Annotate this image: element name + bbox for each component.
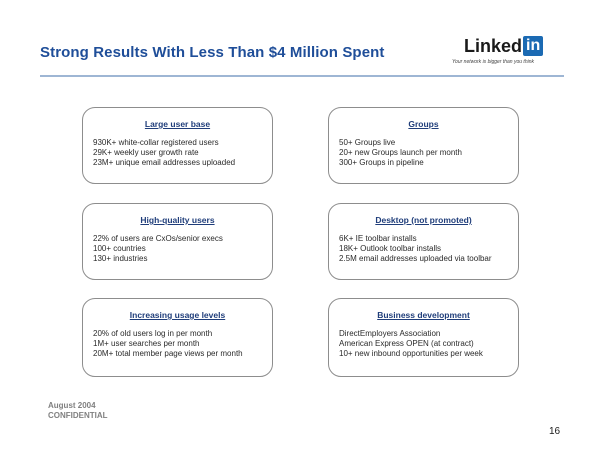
card-heading: Desktop (not promoted) <box>375 215 472 225</box>
page-number: 16 <box>549 426 561 437</box>
title-divider <box>40 75 564 77</box>
card-line: 20% of old users log in per month <box>93 329 213 338</box>
card-line: American Express OPEN (at contract) <box>339 339 474 348</box>
card-increasing-usage <box>82 298 273 377</box>
card-desktop <box>328 203 519 280</box>
card-large-user-base <box>82 107 273 184</box>
card-heading: Large user base <box>144 119 211 129</box>
logo-wordmark: Linked <box>464 36 523 56</box>
card-line: 22% of users are CxOs/senior execs <box>93 234 223 243</box>
logo-in-badge: in <box>523 36 543 56</box>
card-heading: Increasing usage levels <box>129 310 226 320</box>
card-line: 100+ countries <box>93 244 146 253</box>
linkedin-logo <box>452 35 564 69</box>
card-business-development <box>328 298 519 377</box>
footer <box>48 401 108 421</box>
slide-title: Strong Results With Less Than $4 Million Spent <box>40 44 385 61</box>
card-line: 1M+ user searches per month <box>93 339 200 348</box>
card-line: 930K+ white-collar registered users <box>93 138 219 147</box>
card-line: 23M+ unique email addresses uploaded <box>93 158 236 167</box>
card-line: DirectEmployers Association <box>339 329 441 338</box>
card-line: 20M+ total member page views per month <box>93 349 243 358</box>
card-high-quality-users <box>82 203 273 280</box>
card-line: 50+ Groups live <box>339 138 396 147</box>
card-heading: Groups <box>408 119 439 129</box>
logo-tagline: Your network is bigger than you think <box>452 59 534 65</box>
card-line: 10+ new inbound opportunities per week <box>339 349 483 358</box>
card-line: 20+ new Groups launch per month <box>339 148 462 157</box>
footer-date: August 2004 <box>48 401 96 410</box>
card-heading: High-quality users <box>140 215 215 225</box>
card-line: 2.5M email addresses uploaded via toolbar <box>339 254 492 263</box>
card-line: 300+ Groups in pipeline <box>339 158 424 167</box>
card-line: 18K+ Outlook toolbar installs <box>339 244 442 253</box>
card-line: 130+ industries <box>93 254 148 263</box>
card-heading: Business development <box>377 310 470 320</box>
card-line: 29K+ weekly user growth rate <box>93 148 199 157</box>
card-groups <box>328 107 519 184</box>
card-line: 6K+ IE toolbar installs <box>339 234 417 243</box>
footer-confidential: CONFIDENTIAL <box>48 411 108 420</box>
